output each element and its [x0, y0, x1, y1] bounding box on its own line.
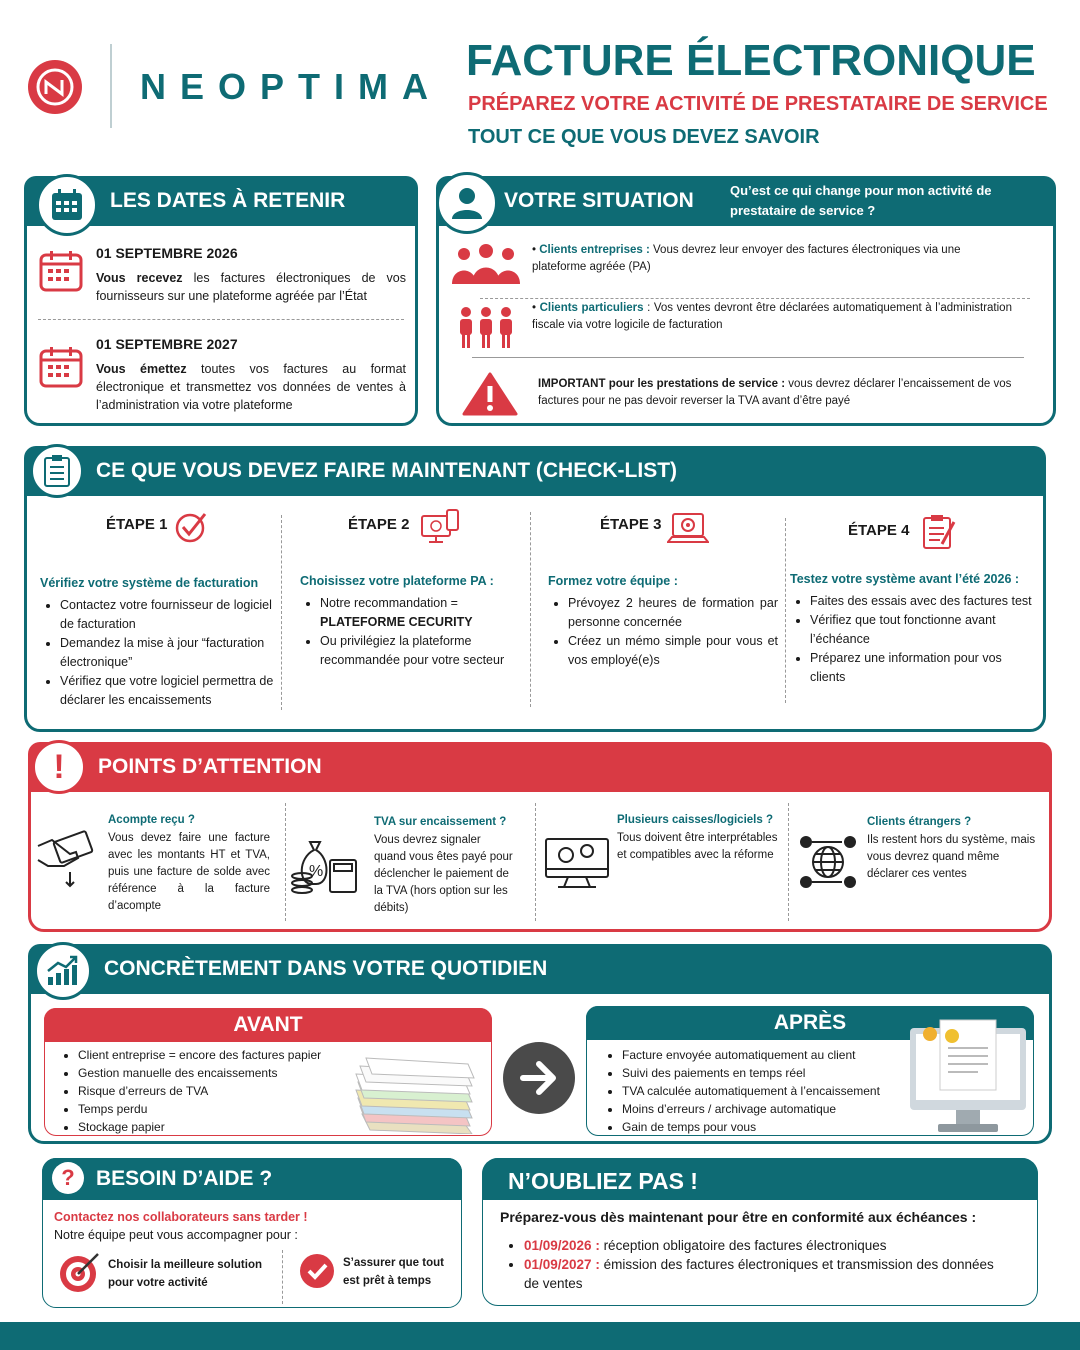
globe-currency-icon [798, 832, 858, 897]
logo-icon [28, 60, 82, 114]
check-icon [300, 1254, 334, 1293]
computer-mobile-icon [420, 508, 460, 551]
apres-item: • TVA calculée automatiquement à l’encaissement [622, 1082, 912, 1100]
oubliez-item-1-text: réception obligatoire des factures électroniques [599, 1238, 887, 1253]
step-2-title: Choisissez votre plateforme PA : [300, 574, 494, 588]
step-1-label: ÉTAPE 1 [106, 516, 168, 533]
step-3-title: Formez votre équipe : [548, 574, 678, 588]
hand-money-icon [34, 830, 100, 897]
step-item-text: Créez un mémo simple pour vous et vos employé(e)s [568, 634, 778, 667]
divider [535, 803, 536, 921]
divider [530, 512, 531, 707]
avant-item: • Temps perdu [78, 1100, 358, 1118]
calendar-icon-1 [38, 248, 84, 299]
divider [788, 803, 789, 921]
aide-heading: BESOIN D’AIDE ? [96, 1167, 273, 1190]
oubliez-item-2-text: émission des factures électroniques et transmission des données de ventes [524, 1257, 994, 1291]
page-subtitle: PRÉPAREZ VOTRE ACTIVITÉ DE PRESTATAIRE DE SERVICE [468, 93, 1048, 115]
apres-item: • Moins d’erreurs / archivage automatique [622, 1100, 912, 1118]
apres-item: • Suivi des paiements en temps réel [622, 1064, 912, 1082]
step-1-title: Vérifiez votre système de facturation [40, 576, 259, 590]
aide-item-2: S’assurer que tout est prêt à temps [343, 1257, 444, 1287]
situation-header [436, 176, 1056, 226]
date-2-text [96, 360, 406, 414]
step-item-text: Prévoyez 2 heures de formation par personne concernée [568, 596, 778, 629]
step-item-text: Ou privilégiez la plateforme recommandée pour votre secteur [320, 634, 505, 667]
calendar-icon-2 [38, 344, 84, 395]
step-item [568, 632, 778, 670]
question-icon: ? [52, 1162, 84, 1194]
step-item [320, 632, 522, 670]
aide-intro: Notre équipe peut vous accompagner pour : [54, 1228, 298, 1242]
attention-item-4-title: Clients étrangers ? [867, 816, 972, 828]
apres-list [602, 1046, 912, 1136]
step-item [60, 634, 278, 672]
apres-label: APRÈS [773, 1011, 847, 1034]
step-1-list [40, 596, 278, 710]
arrow-right-icon [503, 1042, 575, 1114]
step-3-label: ÉTAPE 3 [600, 516, 662, 533]
step-item-text: Contactez votre fournisseur de logiciel de facturation [60, 598, 272, 631]
date-1-label: 01 SEPTEMBRE 2026 [96, 245, 238, 261]
target-icon [58, 1250, 102, 1299]
oubliez-item-1-date: 01/09/2026 : [524, 1238, 600, 1253]
check-circle-icon [174, 510, 208, 549]
oubliez-item-1 [524, 1236, 994, 1255]
footer-bar [0, 1322, 1080, 1350]
money-bag-calculator-icon [290, 832, 360, 901]
step-item-text: Faites des essais avec des factures test [810, 594, 1032, 608]
situation-question: Qu’est ce qui change pour mon activité de prestataire de service ? [730, 183, 992, 218]
step-item-text: Vérifiez que tout fonctionne avant l’échéance [810, 613, 996, 646]
step-4-list [790, 592, 1040, 687]
step-3-list [548, 594, 778, 670]
avant-item: • Stockage papier [78, 1118, 358, 1136]
divider [282, 1250, 283, 1304]
date-1-bold: Vous recevez [96, 271, 183, 285]
avant-label: AVANT [233, 1013, 303, 1036]
warning-icon [460, 370, 520, 421]
attention-header [28, 742, 1052, 792]
page-title: FACTURE ÉLECTRONIQUE [466, 36, 1036, 85]
divider [38, 319, 404, 320]
attention-item-1-title: Acompte reçu ? [108, 814, 195, 826]
computer-invoice-icon [908, 1018, 1028, 1141]
aide-header [42, 1158, 462, 1200]
avant-item: • Client entreprise = encore des factures papier [78, 1046, 358, 1064]
paper-stack-icon [352, 1054, 478, 1139]
attention-heading: POINTS D’ATTENTION [98, 755, 322, 778]
step-4-label: ÉTAPE 4 [848, 522, 910, 539]
date-2-label: 01 SEPTEMBRE 2027 [96, 336, 238, 352]
attention-item-2-text: Vous devrez signaler quand vous êtes payé pour déclencher le paiement de la TVA (hors option sur les débits) [374, 834, 513, 914]
situation-item-3-text: vous devrez déclarer l’encaissement de vos factures pour ne pas devoir reverser la TVA avant d’être payé [538, 378, 1012, 407]
situation-item-1-text: Vous devrez leur envoyer des factures électroniques via une plateforme agréée (PA) [532, 244, 961, 273]
attention-item-4-text: Ils restent hors du système, mais vous devrez quand même déclarer ces ventes [867, 834, 1036, 880]
situation-item-2-text: : Vos ventes devront être déclarées automatiquement à l’administration fiscale via votre logicile de facturation [532, 302, 1012, 331]
checklist-header [24, 446, 1046, 496]
logo-text: NEOPTIMA [140, 66, 443, 107]
step-item [568, 594, 778, 632]
avant-list [58, 1046, 358, 1136]
monitor-gears-icon [544, 835, 610, 896]
growth-chart-icon [34, 942, 92, 1000]
dates-heading: LES DATES À RETENIR [110, 189, 346, 212]
step-item-text: Préparez une information pour vos clients [810, 651, 1002, 684]
quotidien-header [28, 944, 1052, 994]
step-item [810, 592, 1040, 611]
apres-item: • Facture envoyée automatiquement au client [622, 1046, 912, 1064]
laptop-gear-icon [667, 508, 709, 553]
recommended-platform: PLATEFORME CECURITY [320, 615, 473, 629]
date-1-text [96, 269, 406, 305]
situation-item-3-bold: IMPORTANT pour les prestations de service : [538, 378, 786, 390]
oubliez-heading: N’OUBLIEZ PAS ! [508, 1168, 698, 1194]
exclamation-icon: ! [32, 740, 86, 794]
divider [480, 298, 1030, 299]
divider [785, 518, 786, 703]
individual-clients-icon [456, 306, 516, 355]
checklist-heading: CE QUE VOUS DEVEZ FAIRE MAINTENANT (CHECK-LIST) [96, 459, 678, 482]
divider [285, 803, 286, 921]
step-item [810, 611, 1040, 649]
quotidien-heading: CONCRÈTEMENT DANS VOTRE QUOTIDIEN [104, 957, 548, 980]
date-1-desc: les factures électroniques de vos fournisseurs sur une plateforme agréée par l’État [96, 271, 406, 303]
situation-item-1-bold: Clients entreprises : [539, 244, 650, 256]
oubliez-list [504, 1236, 994, 1293]
situation-item-2-bold: Clients particuliers [539, 302, 644, 314]
situation-heading: VOTRE SITUATION [504, 189, 694, 212]
step-item-text: Notre recommandation = [320, 596, 458, 610]
step-item [810, 649, 1040, 687]
situation-item-2: • Clients particuliers : Vos ventes devront être déclarées automatiquement à l’administration fiscale via votre logicile de facturation [532, 302, 1012, 331]
clipboard-test-icon [920, 514, 956, 555]
step-item [60, 672, 278, 710]
attention-item-1-text: Vous devez faire une facture avec les montants HT et TVA, puis une facture de solde avec référence à la facture d’acompte [108, 832, 270, 912]
calendar-icon [36, 174, 98, 236]
divider [472, 357, 1024, 358]
step-item-text: Vérifiez que votre logiciel permettra de déclarer les encaissements [60, 674, 274, 707]
apres-item: • Gain de temps pour vous [622, 1118, 912, 1136]
user-icon [436, 172, 498, 234]
step-item [320, 594, 522, 632]
oubliez-intro: Préparez-vous dès maintenant pour être en conformité aux échéances : [500, 1209, 977, 1225]
divider [281, 515, 282, 710]
step-item [60, 596, 278, 634]
avant-header [44, 1008, 492, 1042]
aide-item-1: Choisir la meilleure solution pour votre activité [108, 1259, 263, 1289]
svg-text:%: % [309, 863, 324, 880]
oubliez-item-2-date: 01/09/2027 : [524, 1257, 600, 1272]
step-item-text: Demandez la mise à jour “facturation électronique” [60, 636, 265, 669]
situation-item-1: • Clients entreprises : Vous devrez leur envoyer des factures électroniques via une plateforme agréée (PA) [532, 244, 961, 273]
situation-item-3 [538, 376, 1018, 410]
date-2-desc: toutes vos factures au format électronique et transmettez vos données de ventes à l’administration via votre plateforme [96, 362, 406, 412]
avant-item: • Risque d’erreurs de TVA [78, 1082, 358, 1100]
logo-mark [28, 60, 82, 114]
oubliez-item-2 [524, 1255, 994, 1293]
attention-item-2-title: TVA sur encaissement ? [374, 816, 507, 828]
oubliez-header [482, 1158, 1038, 1200]
date-2-bold: Vous émettez [96, 362, 187, 376]
page-subtitle-2: TOUT CE QUE VOUS DEVEZ SAVOIR [468, 126, 820, 148]
attention-item-3-text: Tous doivent être interprétables et compatibles avec la réforme [617, 832, 778, 861]
step-2-label: ÉTAPE 2 [348, 516, 410, 533]
aide-contact: Contactez nos collaborateurs sans tarder ! [54, 1210, 308, 1224]
step-4-title: Testez votre système avant l’été 2026 : [790, 572, 1020, 586]
avant-item: • Gestion manuelle des encaissements [78, 1064, 358, 1082]
logo-divider [110, 44, 112, 128]
step-2-list [300, 594, 522, 670]
checklist-icon [30, 444, 84, 498]
attention-item-3-title: Plusieurs caisses/logiciels ? [617, 814, 773, 826]
business-clients-icon [450, 242, 522, 291]
